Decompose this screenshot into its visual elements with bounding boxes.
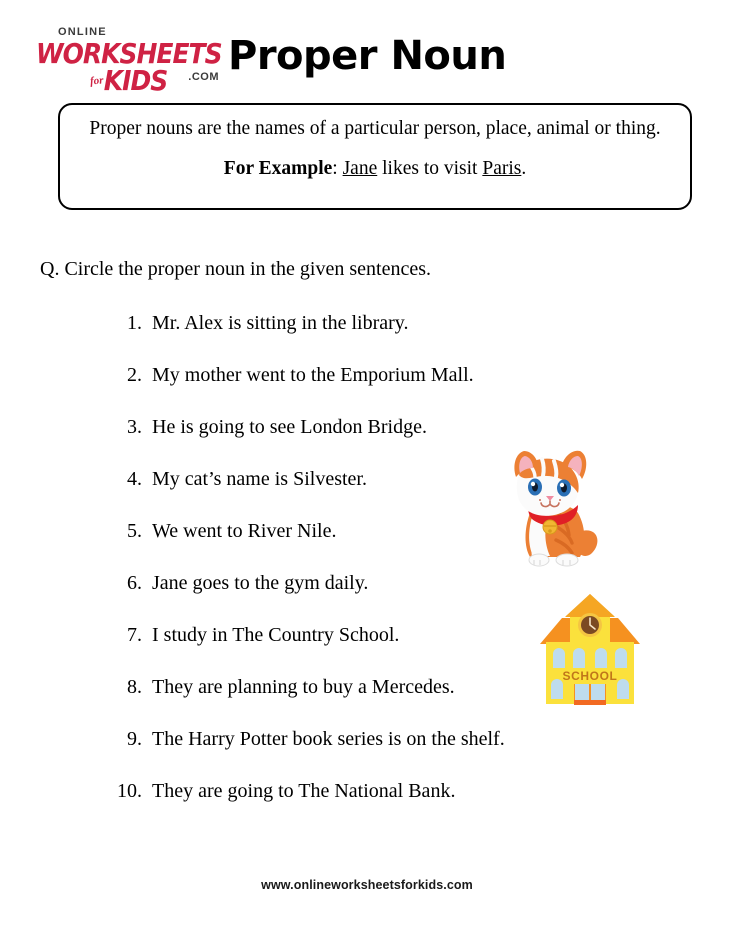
- list-item-number: 5.: [127, 520, 142, 542]
- question-prompt: Q. Circle the proper noun in the given sentences.: [40, 258, 431, 280]
- logo-domain-tag: .COM: [184, 70, 223, 84]
- logo-online-text: ONLINE: [58, 26, 107, 38]
- list-item-text: We went to River Nile.: [152, 520, 337, 542]
- example-period: .: [521, 158, 527, 179]
- list-item-number: 3.: [127, 416, 142, 438]
- example-middle-text: likes to visit: [377, 158, 483, 179]
- site-logo: [30, 26, 225, 97]
- logo-word-kids: KIDS: [103, 64, 168, 97]
- svg-text:SCHOOL: SCHOOL: [562, 669, 618, 683]
- list-item-number: 4.: [127, 468, 142, 490]
- definition-example: [86, 156, 664, 181]
- list-item-number: 7.: [127, 624, 142, 646]
- definition-text: Proper nouns are the names of a particular person, place, animal or thing.: [89, 118, 661, 139]
- list-item-text: They are planning to buy a Mercedes.: [152, 676, 455, 698]
- list-item-text: My cat’s name is Silvester.: [152, 468, 367, 490]
- list-item-text: Jane goes to the gym daily.: [152, 572, 369, 594]
- list-item[interactable]: [110, 778, 630, 830]
- list-item-text: My mother went to the Emporium Mall.: [152, 364, 474, 386]
- list-item-text: I study in The Country School.: [152, 624, 400, 646]
- school-illustration: [536, 592, 644, 708]
- logo-word-worksheets: WORKSHEETS: [36, 37, 222, 70]
- page-title: Proper Noun: [228, 33, 507, 79]
- cat-illustration: [494, 443, 606, 568]
- list-item-number: 2.: [127, 364, 142, 386]
- list-item-text: They are going to The National Bank.: [152, 780, 456, 802]
- list-item[interactable]: [110, 362, 630, 414]
- footer-url: www.onlineworksheetsforkids.com: [261, 878, 473, 892]
- list-item-number: 6.: [127, 572, 142, 594]
- list-item-number: 1.: [127, 312, 142, 334]
- example-proper-noun-jane: Jane: [342, 158, 378, 179]
- example-label: For Example: [223, 158, 333, 179]
- list-item[interactable]: [110, 726, 630, 778]
- list-item-number: 8.: [127, 676, 142, 698]
- sentence-list: [110, 310, 630, 830]
- list-item-text: He is going to see London Bridge.: [152, 416, 427, 438]
- definition-box: [58, 103, 692, 210]
- list-item-number: 9.: [127, 728, 142, 750]
- example-proper-noun-paris: Paris: [482, 158, 522, 179]
- list-item-text: Mr. Alex is sitting in the library.: [152, 312, 409, 334]
- list-item-number: 10.: [117, 780, 142, 802]
- example-separator: :: [332, 158, 343, 179]
- list-item-text: The Harry Potter book series is on the shelf.: [152, 728, 505, 750]
- logo-wordmark: [30, 39, 228, 96]
- list-item[interactable]: [110, 310, 630, 362]
- page-header: [0, 24, 734, 96]
- logo-connector-for: for: [89, 74, 105, 88]
